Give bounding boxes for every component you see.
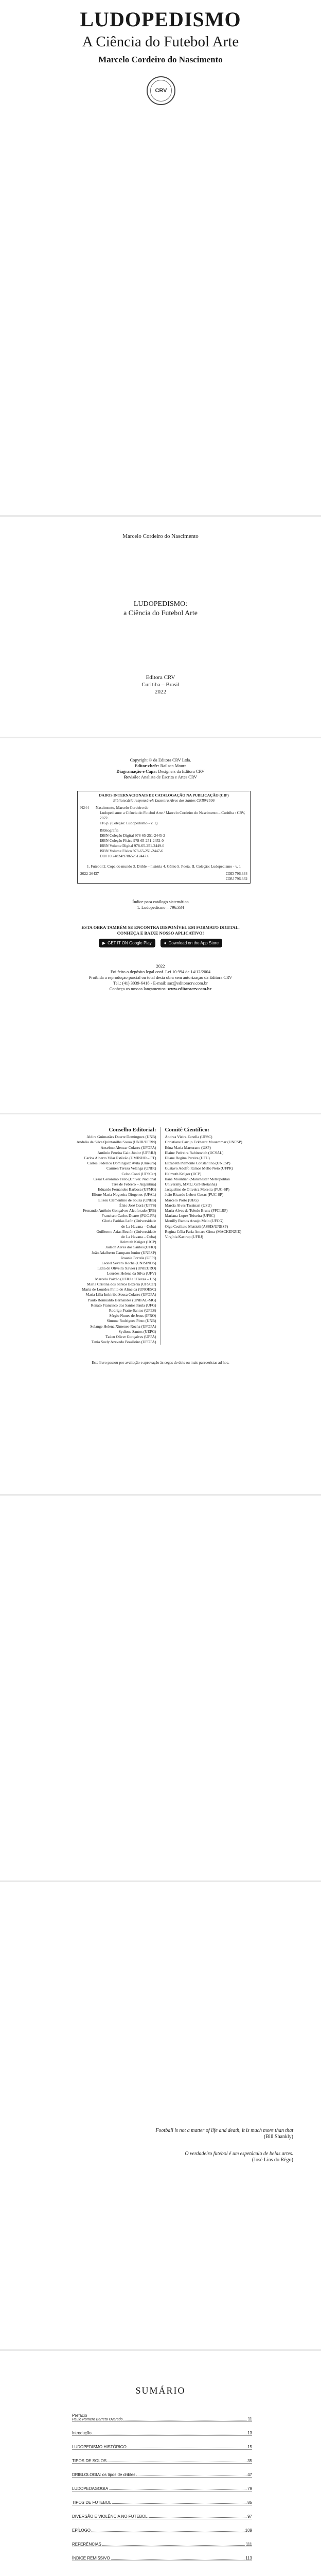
legal-deposit: Foi feito o depósito legal conf. Lei 10.994 de 14/12/2004 bbox=[110, 969, 211, 974]
index-item: 1. Ludopedismo – 796.334 bbox=[137, 905, 184, 910]
scientific-committee-member: João Ricardo Lebert Cozac (PUC-SP) bbox=[165, 1192, 224, 1197]
cip-line: 116 p. (Coleção: Ludopedismo - v. 1) bbox=[100, 821, 158, 825]
page-separator bbox=[0, 1880, 321, 1882]
table-of-contents bbox=[72, 2406, 252, 2561]
app-promo bbox=[0, 925, 321, 947]
toc-label: TIPOS DE SOLOS bbox=[72, 2459, 107, 2463]
editorial-board-member: Tadeu Oliver Gonçalves (UFPA) bbox=[105, 1334, 156, 1339]
toc-page-number: 113 bbox=[245, 2556, 252, 2561]
toc-row[interactable] bbox=[72, 2547, 252, 2561]
toc-page-number: 15 bbox=[247, 2445, 252, 2449]
scientific-committee-member: Eliane Regina Pereira (UFU) bbox=[165, 1156, 210, 1161]
scientific-committee-member: Gustavo Adolfo Ramos Mello Neto (UFPR) bbox=[165, 1166, 233, 1171]
publisher-name: Editora CRV bbox=[146, 674, 175, 681]
cip-subjects: 1. Futebol 2. Copa do mundo 3. Drible – história 4. Gênio 5. Poeta. II. Coleção: Ludopedismo - v. 1 bbox=[86, 864, 241, 869]
scientific-committee-member: University, MMU, Grã-Bretanha) bbox=[165, 1182, 217, 1187]
toc-leader bbox=[111, 2559, 244, 2560]
toc-leader bbox=[112, 2503, 246, 2504]
publisher-seal-icon bbox=[147, 76, 175, 105]
cip-line: Nascimento, Marcelo Cordeiro do bbox=[96, 805, 149, 810]
cip-box bbox=[77, 791, 251, 884]
page-separator bbox=[0, 1113, 321, 1114]
scientific-committee-member: Ilana Mountian (Manchester Metropolitan bbox=[165, 1176, 230, 1181]
toc-page-number: 47 bbox=[247, 2472, 252, 2477]
cip-line: Bibliografia bbox=[100, 828, 119, 833]
toc-row[interactable] bbox=[72, 2519, 252, 2533]
scientific-committee-member: Edna Maria Marturano (USP) bbox=[165, 1145, 211, 1150]
title-page-title: LUDOPEDISMO: bbox=[133, 600, 188, 608]
editorial-board-column bbox=[57, 1127, 161, 1345]
app-store-badge[interactable] bbox=[160, 939, 222, 947]
editorial-board-member: Élsio José Corá (UFFS) bbox=[119, 1202, 156, 1208]
editorial-board-member: Maria Cristina dos Santos Bezerra (UFSCar) bbox=[87, 1281, 156, 1286]
editorial-board-member: Cesar Gerónimo Tello (Univer. Nacional bbox=[93, 1176, 156, 1181]
editorial-board-member: de La Havana – Cuba) bbox=[121, 1224, 156, 1229]
toc-row[interactable] bbox=[72, 2464, 252, 2478]
cip-line: ISBN Coleção Digital 978-65-251-2445-2 bbox=[100, 833, 165, 838]
toc-page-number: 11 bbox=[247, 2417, 252, 2421]
toc-row[interactable] bbox=[72, 2406, 252, 2422]
toc-page-number: 85 bbox=[247, 2500, 252, 2505]
editorial-board-member: Jailson Alves dos Santos (UFRJ) bbox=[105, 1245, 156, 1250]
editorial-board-member: Fernando Antônio Gonçalves Alcoforado (IPB) bbox=[83, 1208, 156, 1213]
toc-page-number: 13 bbox=[247, 2431, 252, 2435]
cip-code: N244 bbox=[80, 805, 89, 810]
toc-label: EPÍLOGO bbox=[72, 2528, 91, 2533]
cover-page bbox=[0, 0, 321, 515]
page-separator bbox=[0, 515, 321, 517]
editorial-board-member: Maria de Lourdes Pinto de Almeida (UNOESC) bbox=[82, 1287, 156, 1292]
toc-leader bbox=[109, 2489, 246, 2490]
editorial-board-member: Paulo Romualdo Hernandes (UNIFAL-MG) bbox=[87, 1297, 156, 1302]
page-separator bbox=[0, 2349, 321, 2351]
publisher-site-link[interactable]: www.editoracrv.com.br bbox=[168, 986, 212, 991]
epigraph-author: (Bill Shankly) bbox=[264, 2134, 293, 2140]
book-author: Marcelo Cordeiro do Nascimento bbox=[98, 55, 223, 64]
cip-lines bbox=[96, 805, 247, 859]
legal-year: 2022 bbox=[156, 963, 165, 969]
cip-record bbox=[80, 805, 247, 859]
editorial-board-member: Francisco Carlos Duarte (PUC-PR) bbox=[101, 1213, 156, 1218]
google-play-badge[interactable] bbox=[99, 939, 155, 947]
toc-row[interactable] bbox=[72, 2422, 252, 2436]
editorial-board-member: Aldira Guimarães Duarte Domínguez (UNB) bbox=[86, 1134, 156, 1140]
cip-line: ISBN Volume Digital 978-65-251-2449-0 bbox=[100, 843, 165, 848]
page-separator bbox=[0, 1494, 321, 1496]
scientific-committee-member: Mariana Lopez Teixeira (UFSC) bbox=[165, 1213, 215, 1218]
editorial-board-member: Marcelo Paixão (UFRJ e UTexas – US) bbox=[95, 1276, 156, 1281]
toc-row[interactable] bbox=[72, 2478, 252, 2492]
toc-sublabel: Paulo Romero Barreto Ovarado bbox=[72, 2418, 123, 2421]
toc-label: Introdução bbox=[72, 2431, 92, 2435]
index-title: Índice para catálogo sistemático bbox=[132, 899, 189, 904]
scientific-committee-member: Christiane Carrijo Eckhardt Mouammar (UNESP) bbox=[165, 1140, 242, 1145]
scientific-committee-title: Comitê Científico: bbox=[165, 1127, 209, 1133]
editorial-board-member: Sydione Santos (UEPG) bbox=[118, 1329, 156, 1334]
editorial-board-member: Celso Conti (UFSCar) bbox=[121, 1171, 156, 1176]
editorial-board-member: Solange Helena Ximenes-Rocha (UFOPA) bbox=[90, 1324, 156, 1329]
scientific-committee-member: Helmuth Krüger (UCP) bbox=[165, 1171, 202, 1176]
editor-credit: Editor-chefe: Railson Moura bbox=[134, 763, 187, 768]
toc-page-number: 111 bbox=[245, 2542, 252, 2547]
scientific-committee-list bbox=[165, 1134, 265, 1240]
scientific-committee-member: Jacqueline de Oliveira Moreira (PUC-SP) bbox=[165, 1187, 229, 1192]
editorial-council bbox=[57, 1127, 264, 1345]
title-page-publisher-block bbox=[0, 674, 321, 696]
editorial-board-member: Elione Maria Nogueira Diogenes (UFAL) bbox=[92, 1192, 156, 1197]
editorial-board-member: Antônio Pereira Gaio Júnior (UFRRJ) bbox=[97, 1150, 156, 1155]
scientific-committee-member: Regina Célia Faria Amaro Giora (MACKENZIE) bbox=[165, 1229, 242, 1234]
toc-page-number: 79 bbox=[247, 2486, 252, 2491]
scientific-committee-member: Elizabeth Piemonte Constantino (UNESP) bbox=[165, 1161, 230, 1166]
editorial-board-member: Josania Portela (UFPI) bbox=[121, 1255, 156, 1260]
editorial-board-member: João Adalberto Campato Junior (UNESP) bbox=[92, 1250, 156, 1255]
toc-page-number: 35 bbox=[247, 2459, 252, 2463]
toc-label: TIPOS DE FUTEBOL bbox=[72, 2500, 112, 2505]
copyright-credits bbox=[0, 757, 321, 780]
scientific-committee-member: Olga Ceciliato Mattioli (ASSIS/UNESP) bbox=[165, 1224, 228, 1229]
editorial-board-member: Carlos Alberto Vilar Estêvão (UMINHO – PT) bbox=[84, 1156, 156, 1161]
scientific-committee-member: Marcelo Porto (UEG) bbox=[165, 1197, 199, 1202]
cip-cdd-cdu: CDD 796.334 CDU 796.332 bbox=[225, 871, 247, 881]
legal-block bbox=[0, 963, 321, 992]
epigraph-author: (José Lins do Rêgo) bbox=[252, 2157, 293, 2163]
store-badges bbox=[0, 939, 321, 947]
editorial-board-member: Tania Suely Azevedo Brasileiro (UFOPA) bbox=[91, 1340, 156, 1345]
editorial-board-member: Sérgio Nunes de Jesus (IFRO) bbox=[109, 1313, 156, 1318]
editorial-board-member: Carlos Federico Dominguez Avila (Unieuro) bbox=[87, 1161, 156, 1166]
toc-row[interactable] bbox=[72, 2450, 252, 2464]
seal-text: CRV bbox=[150, 80, 172, 101]
app-promo-title: ESTA OBRA TAMBÉM SE ENCONTRA DISPONÍVEL EM FORMATO DIGITAL. bbox=[81, 925, 240, 930]
toc-leader bbox=[149, 2517, 246, 2518]
cip-number: 2022-26437 bbox=[80, 871, 99, 876]
legal-contact: Tel.: (41) 3039-6418 - E-mail: sac@editoracrv.com.br bbox=[113, 980, 208, 986]
layout-credit: Diagramação e Capa: Designers da Editora CRV bbox=[116, 769, 205, 774]
toc-label: LUDOPEDAGOGIA bbox=[72, 2486, 109, 2491]
epigraph-quote-1 bbox=[154, 2128, 293, 2140]
editorial-board-member: Lourdes Helena da Silva (UFV) bbox=[106, 1271, 156, 1276]
toc-row[interactable] bbox=[72, 2533, 252, 2547]
editorial-board-member: Eduardo Fernandes Barbosa (UFMG) bbox=[98, 1187, 156, 1192]
editorial-board-member: Lídia de Oliveira Xavier (UNIEURO) bbox=[97, 1266, 156, 1271]
catalog-index bbox=[0, 899, 321, 910]
toc-row[interactable] bbox=[72, 2492, 252, 2505]
toc-leader bbox=[92, 2531, 244, 2532]
toc-label: DRIBLOLOGIA: os tipos de dribles bbox=[72, 2472, 136, 2477]
cip-line: ISBN Volume Físico 978-65-251-2447-6 bbox=[100, 849, 163, 853]
apple-icon: ● bbox=[164, 941, 167, 945]
scientific-committee-column bbox=[161, 1127, 265, 1345]
toc-label: REFERÊNCIAS bbox=[72, 2542, 101, 2547]
review-credit: Revisão: Analista de Escrita e Artes CRV bbox=[124, 774, 197, 779]
toc-label: ÍNDICE REMISSIVO bbox=[72, 2556, 110, 2561]
cip-subtitle: Bibliotecária responsável: Luzenira Alves dos Santos CRB9/1506 bbox=[113, 798, 215, 803]
editorial-board-member: Anselmo Alencar Colares (UFOPA) bbox=[100, 1145, 156, 1150]
cip-classification bbox=[80, 871, 247, 882]
epigraph-quote-2 bbox=[154, 2151, 293, 2163]
app-store-label: Download on the App Store bbox=[168, 941, 219, 945]
cip-line: Ludopedismo: a Ciência do Futebol Arte / Marcelo Cordeiro do Nascimento – Curitiba : CRV, 2022. bbox=[100, 810, 245, 820]
legal-site-line: Conheça os nossos lançamentos: www.editoracrv.com.br bbox=[109, 986, 212, 991]
publisher-year: 2022 bbox=[155, 689, 166, 695]
google-play-label: GET IT ON Google Play bbox=[108, 941, 152, 945]
publisher-city: Curitiba – Brasil bbox=[141, 682, 180, 688]
editorial-board-member: de La Havana – Cuba) bbox=[121, 1234, 156, 1240]
toc-leader bbox=[102, 2545, 245, 2546]
editorial-board-member: Simone Rodrigues Pinto (UNB) bbox=[106, 1318, 156, 1324]
editorial-board-member: Rodrigo Pratte-Santos (UFES) bbox=[109, 1308, 156, 1313]
toc-page-number: 109 bbox=[245, 2528, 252, 2533]
page-separator bbox=[0, 737, 321, 738]
summary-title: SUMÁRIO bbox=[135, 2385, 186, 2396]
copyright-line: Copyright © da Editora CRV Ltda. bbox=[130, 757, 191, 762]
editorial-board-member: Maria Lília Imbiriba Sousa Colares (UFOPA) bbox=[85, 1292, 156, 1297]
epigraph-text: Football is not a matter of life and death, it is much more than that bbox=[155, 2128, 293, 2133]
play-icon: ▶ bbox=[102, 941, 106, 945]
scientific-committee-member: Marcia Alves Tassinari (USU) bbox=[165, 1202, 212, 1208]
peer-review-note: Este livro passou por avaliação e aprovação às cegas de dois ou mais pareceristas ad hoc. bbox=[92, 1360, 229, 1365]
editorial-board-list bbox=[57, 1134, 156, 1345]
editorial-board-member: Guillermo Arias Beatón (Universidade bbox=[96, 1229, 156, 1234]
editorial-board-member: Elizeu Clementino de Souza (UNEB) bbox=[98, 1197, 156, 1202]
toc-label: LUDOPEDISMO HISTÓRICO bbox=[72, 2445, 127, 2449]
app-promo-subtitle: CONHEÇA E BAIXE NOSSO APLICATIVO! bbox=[117, 930, 204, 936]
cip-title: DADOS INTERNACIONAIS DE CATALOGAÇÃO NA PUBLICAÇÃO (CIP) bbox=[99, 793, 229, 798]
editorial-board-member: Gloria Fariñas León (Universidade bbox=[102, 1218, 156, 1224]
scientific-committee-member: Maria Alves de Toledo Bruns (FFCLRP) bbox=[165, 1208, 228, 1213]
editorial-board-member: Helmuth Krüger (UCP) bbox=[119, 1240, 156, 1245]
toc-row[interactable] bbox=[72, 2505, 252, 2519]
editorial-board-member: Renato Francisco dos Santos Paula (UFG) bbox=[91, 1302, 156, 1308]
editorial-board-member: Andréia da Silva Quintanilha Sousa (UNIR/UFRN) bbox=[76, 1140, 156, 1145]
toc-row[interactable] bbox=[72, 2436, 252, 2450]
editorial-board-member: Leonel Severo Rocha (UNISINOS) bbox=[101, 1261, 156, 1266]
cip-line: ISBN Coleção Física 978-65-251-2452-0 bbox=[100, 838, 164, 843]
cip-line: DOI 10.24824/978652512447.6 bbox=[100, 854, 150, 858]
editorial-board-member: Três de Febrero – Argentina) bbox=[111, 1182, 156, 1187]
editorial-board-member: Carmen Tereza Velanga (UNIR) bbox=[106, 1166, 156, 1171]
book-subtitle: A Ciência do Futebol Arte bbox=[82, 33, 239, 50]
scientific-committee-member: Monilly Ramos Araujo Melo (UFCG) bbox=[165, 1218, 224, 1224]
toc-label: Prefácio Paulo Romero Barreto Ovarado bbox=[72, 2413, 123, 2421]
toc-page-number: 97 bbox=[247, 2514, 252, 2519]
book-title: LUDOPEDISMO bbox=[80, 8, 241, 31]
scientific-committee-member: Andrea Vieira Zanella (UFSC) bbox=[165, 1134, 212, 1140]
epigraph-text: O verdadeiro futebol é um espetáculo de belas artes. bbox=[185, 2151, 293, 2157]
title-page-author: Marcelo Cordeiro do Nascimento bbox=[122, 533, 199, 539]
toc-label: DIVERSÃO E VIOLÊNCIA NO FUTEBOL bbox=[72, 2514, 148, 2519]
scientific-committee-member: Elaine Pedreira Rabinovich (UCSAL) bbox=[165, 1150, 224, 1155]
title-page-subtitle: a Ciência do Futebol Arte bbox=[123, 609, 198, 617]
legal-rights: Proibida a reprodução parcial ou total desta obra sem autorização da Editora CRV bbox=[88, 975, 233, 980]
editorial-board-title: Conselho Editorial: bbox=[109, 1127, 156, 1133]
scientific-committee-member: Virgínia Kastrup (UFRJ) bbox=[165, 1234, 203, 1240]
